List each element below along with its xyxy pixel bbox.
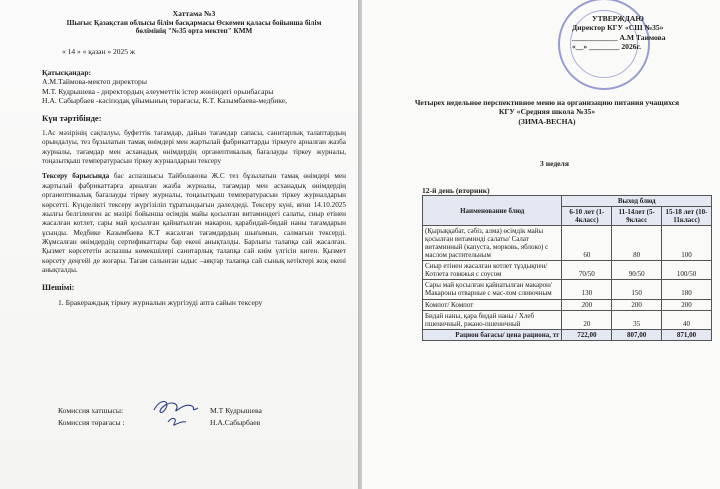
table-row <box>423 261 712 280</box>
table-row <box>423 280 712 299</box>
portion-cell: 150 <box>612 280 662 299</box>
portion-cell: 200 <box>562 299 612 310</box>
dish-name: (Қырыққабат, сәбіз, алма) өсімдік майы қосылған витаминді салаты/ Салат витаминный (капуста, морковь, яблоко) с маслом растительным <box>423 226 562 261</box>
report-body: бас аспазшысы Тайболанова Ж.С тез бұзылатын тамақ өнімдері мен жартылай фабрикаттарға арналған жазба журналы, тағамдар мен асханадық өнімдердің органептикалық бағалауды тіркеу журналы, тоңазытқыш температурасын тіркеу журналдарын көрсетті. Күнделікті тексеру жүргізіліп тұратындығын дәлелдеді. Тексеру күні, яғни 14.10.2025 жылғы белгіленген ас мәзірі бойынша өсімдік майы қосылған витаминдегі салаты, сиыр етінен жасалған котлет, сары май қосылған қайнатылған макарон, қарабидай-бидай наны тағамдарын ұсынды. Медбике Казымбаева К.Т жасалған тағамдардың шығымын, салмағын тексерді. Жұмсалған өнімдердің сертификаттары бар екені анықталды. Барлығы талапқа сай жасалған. Қызмет көрсететін аспазшы көмекшілері санитарлық талапқа сай киім үлгісін киген. Қызмет көрсету деңгейі де жоғары. Тағам салынған ыдыс –аяқтар талапқа сай сынық кетіктері жоқ екені анықталды. <box>42 172 346 275</box>
agenda-heading: Күн тәртібінде: <box>42 113 102 124</box>
total-label: Рацион бағасы/ цена рациона, тг <box>423 329 562 340</box>
dish-name: Компот/ Компот <box>423 299 562 310</box>
portion-cell: 130 <box>562 280 612 299</box>
signature-role: Комиссия төрағасы : <box>58 418 125 427</box>
signature-role: Комиссия хатшысы: <box>58 406 124 415</box>
protocol-title: Хаттама №3 <box>172 9 216 18</box>
header-age-group: 11-14лет (5-9класс <box>612 207 662 226</box>
header-portion-group: Выход блюд <box>562 196 712 207</box>
decision-heading: Шешімі: <box>42 283 75 293</box>
price-cell: 807,00 <box>612 329 662 340</box>
signature-name: М.Т Кудрышева <box>210 406 262 415</box>
table-header-row <box>423 196 712 207</box>
attendee-line: М.Т. Кудрышева - директордың әлеуметтік істер жөніндегі орынбасары <box>42 86 274 96</box>
table-row <box>423 310 712 329</box>
portion-cell: 100/50 <box>662 261 712 280</box>
approval-heading: УТВЕРЖДАЮ <box>592 14 644 23</box>
price-cell: 871,00 <box>662 329 712 340</box>
attendee-line: А.М.Таймова-мектеп директоры <box>42 77 147 87</box>
portion-cell: 60 <box>562 226 612 261</box>
menu-title-line: Четырех недельное перспективное меню на организацию питания учащихся <box>414 98 680 107</box>
portion-cell: 20 <box>562 310 612 329</box>
week-label: 3 неделя <box>540 159 569 168</box>
signature-name: Н.А.Сабырбаев <box>210 418 261 427</box>
dish-name: Сиыр етінен жасалған котлет тұздықпен/ Котлета говяжья с соусом <box>423 261 562 280</box>
dish-name: Сары май қосылған қайнатылған макарон/ Макароны отварные с мас-лом сливочным <box>423 280 562 299</box>
decision-item: 1. Бракераждық тіркеу журналын жүргізуді апта сайын тексеру <box>58 298 263 308</box>
menu-title-line: (ЗИМА-ВЕСНА) <box>518 116 576 126</box>
portion-cell: 180 <box>662 280 712 299</box>
dish-name: Бидай наны, қара бидай наны / Хлеб пшеничный, ржано-пшеничный <box>423 310 562 329</box>
portion-cell: 100 <box>662 226 712 261</box>
menu-title-line: КГУ «Средняя школа №35» <box>498 107 596 117</box>
portion-cell: 80 <box>612 226 662 261</box>
portion-cell: 40 <box>662 310 712 329</box>
header-dish-name: Наименование блюд <box>423 196 562 226</box>
inspection-report <box>42 172 346 275</box>
portion-cell: 200 <box>662 299 712 310</box>
menu-page <box>362 0 720 489</box>
total-row <box>423 329 712 340</box>
portion-cell: 35 <box>612 310 662 329</box>
attendee-line: Н.А. Сабырбаев -кәсіподақ ұйымының төрағасы, К.Т. Казымбаева-медбике, <box>42 95 288 105</box>
portion-cell: 200 <box>612 299 662 310</box>
portion-cell: 70/50 <box>562 261 612 280</box>
handwritten-signature <box>150 396 202 430</box>
table-row <box>423 226 712 261</box>
portion-cell: 90/50 <box>612 261 662 280</box>
approval-date: «__» ________ 2026г. <box>572 42 642 52</box>
agenda-item: 1.Ас мәзірінің сақталуы, буфеттік тағамдар, дайын тағамдар сапасы, санитарлық талаптардың орындалуы, тез бұзылатын тамақ өнімдері мен жартылай фабрикаттарды тіркеуге арналған жазба журналы, тағамдар мен асханадық өнімдердің органептикалық бағалауды тіркеу журналы, тоңазытқыш температурасын тіркеу журналдарын тексеру <box>42 129 346 166</box>
approval-position: Директор КГУ «СШ №35» <box>572 23 664 33</box>
header-age-group: 15-18 лет (10-11класс) <box>662 207 712 226</box>
table-row <box>423 299 712 310</box>
protocol-organization: Шығыс Қазақстан облысы білім басқармасы Өскемен қаласы бойынша білім бөлімінің "№35 орта мектеп" КММ <box>66 18 322 35</box>
approval-block <box>572 14 666 52</box>
menu-title <box>392 98 702 126</box>
attendees-heading: Қатысқандар: <box>42 68 92 78</box>
report-lead: Тексеру барысында <box>42 172 110 181</box>
price-cell: 722,00 <box>562 329 612 340</box>
protocol-date: « 14 » « қазан » 2025 ж <box>62 47 136 57</box>
header-age-group: 6-10 лет (1-4класс) <box>562 207 612 226</box>
day-label: 12-й день (вторник) <box>422 186 490 195</box>
approval-signature-line: ____________ А.М Таимова <box>572 32 666 42</box>
menu-table <box>422 195 712 341</box>
